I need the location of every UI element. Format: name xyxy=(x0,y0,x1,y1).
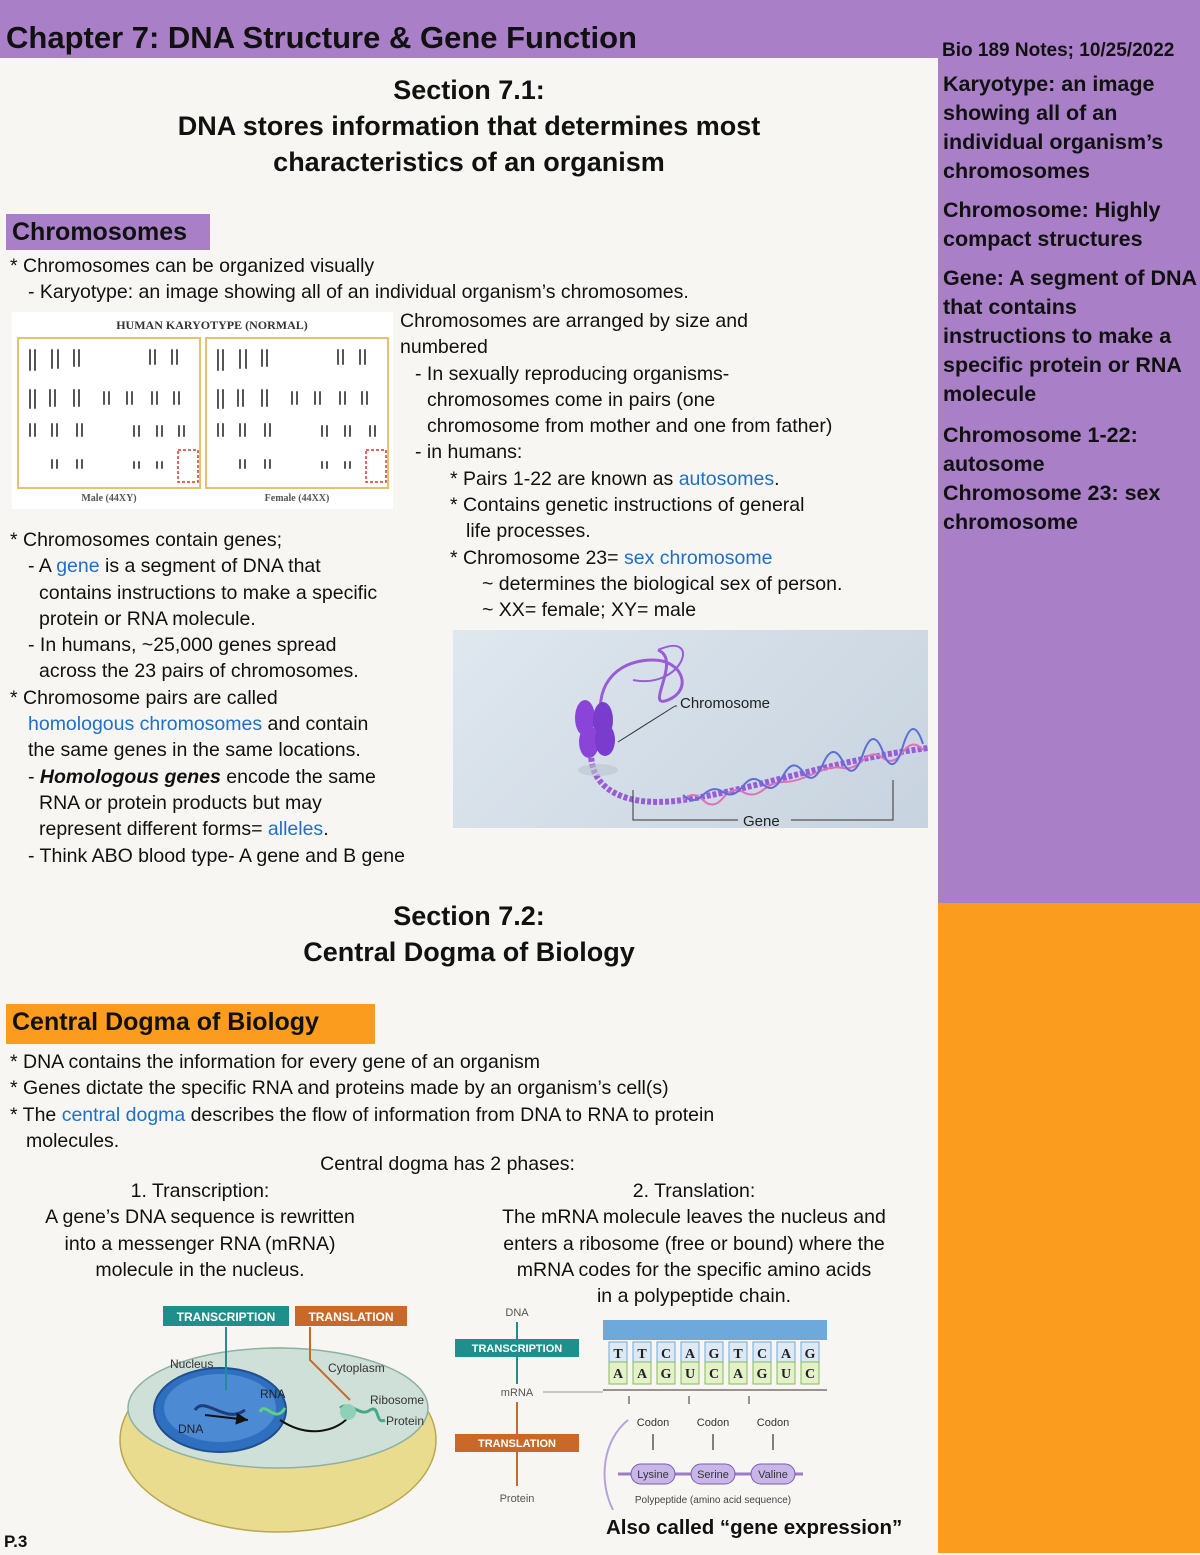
amino-acid-valine: Valine xyxy=(758,1469,788,1481)
section-7-2-number: Section 7.2: xyxy=(393,901,545,931)
section-7-2-title xyxy=(0,898,938,970)
text-line xyxy=(10,764,405,790)
section-7-1-number: Section 7.1: xyxy=(393,75,545,105)
text-line xyxy=(10,1102,714,1128)
text-line: - In humans, ~25,000 genes spread xyxy=(28,634,337,657)
text-line: contains instructions to make a specific xyxy=(39,581,378,604)
text-span: * Pairs 1-22 are known as xyxy=(450,467,679,490)
section-7-1-title xyxy=(0,72,938,180)
text-line: * Chromosomes can be organized visually xyxy=(10,255,375,277)
rna-label: RNA xyxy=(260,1387,286,1401)
sidebar-lower-block xyxy=(938,903,1200,1553)
text-line: ~ determines the biological sex of person. xyxy=(482,572,843,595)
female-label: Female (44XX) xyxy=(264,493,330,504)
text-span: and contain xyxy=(262,713,369,736)
text-line: * Chromosomes contain genes; xyxy=(10,529,283,551)
base-letter: T xyxy=(613,1347,623,1362)
text-line: - Think ABO blood type- A gene and B gene xyxy=(28,844,405,867)
chapter-title: Chapter 7: DNA Structure & Gene Function xyxy=(6,20,637,55)
text-span: encode the same xyxy=(220,765,376,788)
text-line: * DNA contains the information for every gene of an organism xyxy=(10,1051,541,1073)
sex-chromosome-term: sex chromosome xyxy=(623,546,773,569)
base-letter: U xyxy=(684,1367,696,1382)
base-letter: A xyxy=(732,1367,744,1382)
text-line: - in humans: xyxy=(415,441,523,464)
base-letter: A xyxy=(684,1347,696,1362)
codon-label: Codon xyxy=(636,1417,670,1429)
text-line: mRNA codes for the specific amino acids xyxy=(516,1258,872,1281)
text-span: . xyxy=(323,818,329,841)
base-letter: C xyxy=(660,1347,672,1362)
transcription-badge: TRANSCRIPTION xyxy=(176,1310,276,1324)
cytoplasm-label: Cytoplasm xyxy=(328,1361,385,1375)
text-line: RNA or protein products but may xyxy=(39,791,322,814)
definition-gene: Gene: A segment of DNA that contains instructions to make a specific protein or RNA molecule xyxy=(943,266,1197,406)
central-dogma-tag: Central Dogma of Biology xyxy=(6,1004,375,1044)
alleles-term: alleles xyxy=(267,818,324,841)
text-line: life processes. xyxy=(466,520,591,543)
central-dogma-term: central dogma xyxy=(61,1103,186,1126)
male-label: Male (44XY) xyxy=(81,493,137,504)
translation-flow-illustration xyxy=(453,1300,833,1510)
text-span: is a segment of DNA that xyxy=(99,555,321,578)
codon-label: Codon xyxy=(756,1417,790,1429)
text-line: * Chromosome pairs are called xyxy=(10,686,278,709)
base-letter: T xyxy=(733,1347,743,1362)
text-span: describes the flow of information from DNA to RNA to protein xyxy=(185,1103,715,1126)
gene-term: gene xyxy=(56,555,100,578)
base-letter: C xyxy=(756,1347,768,1362)
text-line: Chromosomes are arranged by size and xyxy=(400,310,748,332)
text-line: the same genes in the same locations. xyxy=(28,739,361,762)
text-line: - In sexually reproducing organisms- xyxy=(415,362,730,385)
text-line: into a messenger RNA (mRNA) xyxy=(64,1232,336,1255)
chromosome-intro xyxy=(10,253,689,306)
transcription-notes xyxy=(0,1178,400,1283)
text-line: The mRNA molecule leaves the nucleus and xyxy=(502,1206,886,1229)
protein-label: Protein xyxy=(386,1414,425,1428)
chromosome-label: Chromosome xyxy=(680,695,771,712)
translation-notes xyxy=(453,1178,935,1309)
amino-acid-lysine: Lysine xyxy=(637,1469,669,1481)
text-span: - xyxy=(28,765,40,788)
definition-karyotype: Karyotype: an image showing all of an individual organism’s chromosomes xyxy=(943,72,1164,183)
gene-expression-note: Also called “gene expression” xyxy=(606,1516,903,1539)
codon-label: Codon xyxy=(696,1417,730,1429)
homologous-genes-term: Homologous genes xyxy=(39,765,221,788)
base-letter: C xyxy=(708,1367,720,1382)
text-line: molecule in the nucleus. xyxy=(95,1258,305,1281)
gene-label: Gene xyxy=(743,813,780,828)
flow-dna-label: DNA xyxy=(505,1307,529,1319)
autosomes-term: autosomes xyxy=(678,467,775,490)
text-line: numbered xyxy=(400,336,488,359)
base-letter: C xyxy=(804,1367,816,1382)
translation-flow-figure xyxy=(453,1300,833,1510)
flow-mrna-label: mRNA xyxy=(500,1387,534,1399)
base-letter: A xyxy=(780,1347,792,1362)
flow-protein-label: Protein xyxy=(499,1493,535,1505)
text-line: molecules. xyxy=(26,1129,120,1152)
chromosome-gene-figure xyxy=(453,630,928,828)
transcription-heading: 1. Transcription: xyxy=(130,1180,270,1202)
text-line xyxy=(10,553,405,579)
chromosome-gene-illustration xyxy=(453,630,928,828)
polypeptide-label: Polypeptide (amino acid sequence) xyxy=(634,1495,792,1506)
homologous-chromosomes-term: homologous chromosomes xyxy=(28,713,263,736)
base-letter: G xyxy=(708,1347,720,1362)
text-line: across the 23 pairs of chromosomes. xyxy=(39,660,359,683)
definition-sex-chromosome: Chromosome 23: sex chromosome xyxy=(943,481,1161,534)
section-7-2-heading: Central Dogma of Biology xyxy=(303,937,635,967)
cell-illustration xyxy=(110,1300,450,1550)
text-line xyxy=(400,466,842,492)
base-letter: A xyxy=(636,1367,648,1382)
rna-base-row xyxy=(609,1362,819,1384)
flow-translation-badge: TRANSLATION xyxy=(477,1438,557,1450)
text-line: * Genes dictate the specific RNA and proteins made by an organism’s cell(s) xyxy=(10,1077,669,1100)
translation-heading: 2. Translation: xyxy=(632,1180,756,1202)
cell-figure xyxy=(110,1300,450,1550)
base-letter: G xyxy=(660,1367,672,1382)
base-letter: G xyxy=(804,1347,816,1362)
text-span: * Chromosome 23= xyxy=(450,546,624,569)
base-letter: T xyxy=(637,1347,647,1362)
page-number: P.3 xyxy=(4,1532,28,1551)
text-line: in a polypeptide chain. xyxy=(596,1285,792,1308)
definition-autosome: Chromosome 1-22: autosome xyxy=(943,423,1138,476)
flow-transcription-badge: TRANSCRIPTION xyxy=(471,1343,563,1355)
karyotype-title: HUMAN KARYOTYPE (NORMAL) xyxy=(116,318,308,332)
text-line xyxy=(400,545,842,571)
dna-base-row xyxy=(609,1342,819,1364)
text-line xyxy=(10,816,405,842)
karyotype-illustration xyxy=(12,312,393,509)
base-letter: U xyxy=(780,1367,792,1382)
karyotype-figure xyxy=(12,312,393,509)
ribosome-label: Ribosome xyxy=(370,1393,425,1407)
text-line: - Karyotype: an image showing all of an individual organism’s chromosomes. xyxy=(28,281,689,304)
text-line: A gene’s DNA sequence is rewritten xyxy=(45,1206,355,1229)
chromosomes-tag: Chromosomes xyxy=(6,214,210,250)
chromosome-arrangement-notes xyxy=(400,308,842,624)
amino-acid-serine: Serine xyxy=(697,1469,729,1481)
text-line: protein or RNA molecule. xyxy=(39,607,256,630)
nucleus-label: Nucleus xyxy=(170,1357,214,1371)
central-dogma-notes xyxy=(10,1049,714,1154)
translation-badge: TRANSLATION xyxy=(308,1310,394,1324)
text-span: * The xyxy=(10,1103,62,1126)
text-span: . xyxy=(774,467,780,490)
text-line xyxy=(10,711,405,737)
text-span: - A xyxy=(28,555,57,578)
base-letter: G xyxy=(756,1367,768,1382)
definitions-list xyxy=(943,70,1198,547)
text-line: enters a ribosome (free or bound) where the xyxy=(503,1232,885,1255)
text-line: ~ XX= female; XY= male xyxy=(482,599,697,622)
phases-heading: Central dogma has 2 phases: xyxy=(320,1153,575,1175)
text-line: * Contains genetic instructions of general xyxy=(450,494,805,517)
text-span: represent different forms= xyxy=(39,818,268,841)
text-line: chromosomes come in pairs (one xyxy=(427,388,716,411)
section-7-1-heading-line2: characteristics of an organism xyxy=(273,147,665,177)
text-line: chromosome from mother and one from father) xyxy=(427,415,833,438)
base-letter: A xyxy=(612,1367,624,1382)
genes-notes xyxy=(10,527,405,869)
dna-label: DNA xyxy=(178,1422,204,1436)
section-7-1-heading-line1: DNA stores information that determines most xyxy=(177,111,761,141)
notes-date: Bio 189 Notes; 10/25/2022 xyxy=(942,40,1175,61)
definition-chromosome: Chromosome: Highly compact structures xyxy=(943,198,1161,251)
